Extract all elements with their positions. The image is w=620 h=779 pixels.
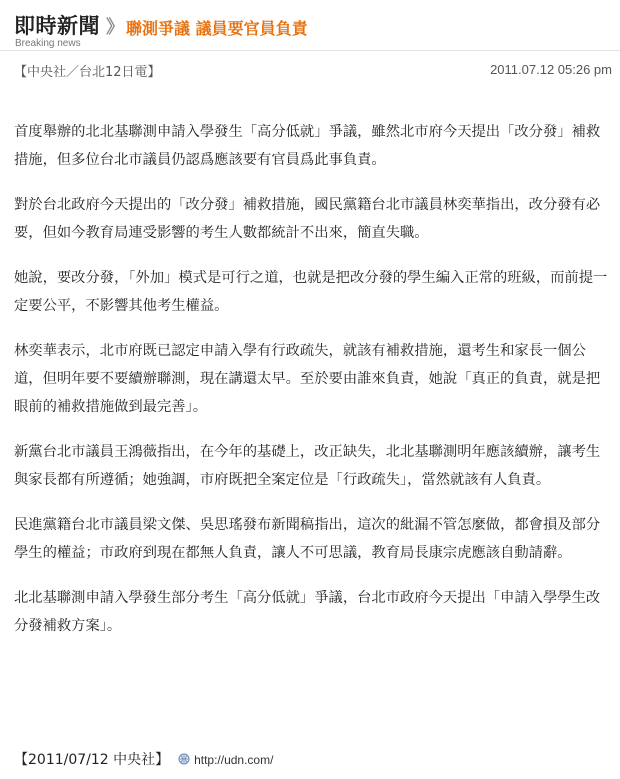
article-paragraph: 民進黨籍台北市議員梁文傑、吳思瑤發布新聞稿指出，這次的紕漏不管怎麼做，都會損及部分學生的權益；市政府到現在都無人負責，讓人不可思議，教育局長康宗虎應該自動請辭。	[14, 517, 601, 561]
article-paragraph: 首度舉辦的北北基聯測申請入學發生「高分低就」爭議，雖然北市府今天提出「改分發」補救措施，但多位台北市議員仍認爲應該要有官員爲此事負責。	[14, 124, 601, 168]
chevron-right-icon: 》	[106, 17, 124, 38]
footer-source: 【2011/07/12 中央社】	[14, 752, 170, 768]
article-paragraph: 她說，要改分發，「外加」模式是可行之道，也就是把改分發的學生編入正常的班級，而前提一定要公平，不影響其他考生權益。	[14, 270, 608, 314]
article-timestamp: 2011.07.12 05:26 pm	[490, 62, 612, 77]
header-divider	[0, 50, 620, 51]
article-body	[14, 118, 612, 657]
brand-logo[interactable]: 即時新聞	[14, 14, 100, 38]
article-paragraph: 對於台北政府今天提出的「改分發」補救措施，國民黨籍台北市議員林奕華指出，改分發有必要，但如今教育局連受影響的考生人數都統計不出來，簡直失職。	[14, 197, 601, 241]
article-footer	[14, 749, 273, 769]
article-headline: 聯測爭議 議員要官員負責	[126, 19, 308, 38]
article-byline: 【中央社／台北12日電】	[14, 65, 161, 80]
globe-icon	[178, 753, 190, 769]
brand-subtitle: Breaking news	[15, 38, 81, 49]
page-header	[14, 10, 614, 50]
article-paragraph: 北北基聯測申請入學發生部分考生「高分低就」爭議，台北市政府今天提出「申請入學學生改分發補救方案」。	[14, 590, 601, 634]
footer-link[interactable]: http://udn.com/	[194, 753, 274, 767]
article-paragraph: 新黨台北市議員王鴻薇指出，在今年的基礎上，改正缺失，北北基聯測明年應該續辦，讓考生與家長都有所遵循；她強調，市府既把全案定位是「行政疏失」，當然就該有人負責。	[14, 444, 601, 488]
article-paragraph: 林奕華表示，北市府既已認定申請入學有行政疏失，就該有補救措施，還考生和家長一個公道，但明年要不要續辦聯測，現在講還太早。至於要由誰來負責，她說「真正的負責，就是把眼前的補救措施做到最完善」。	[14, 343, 601, 415]
